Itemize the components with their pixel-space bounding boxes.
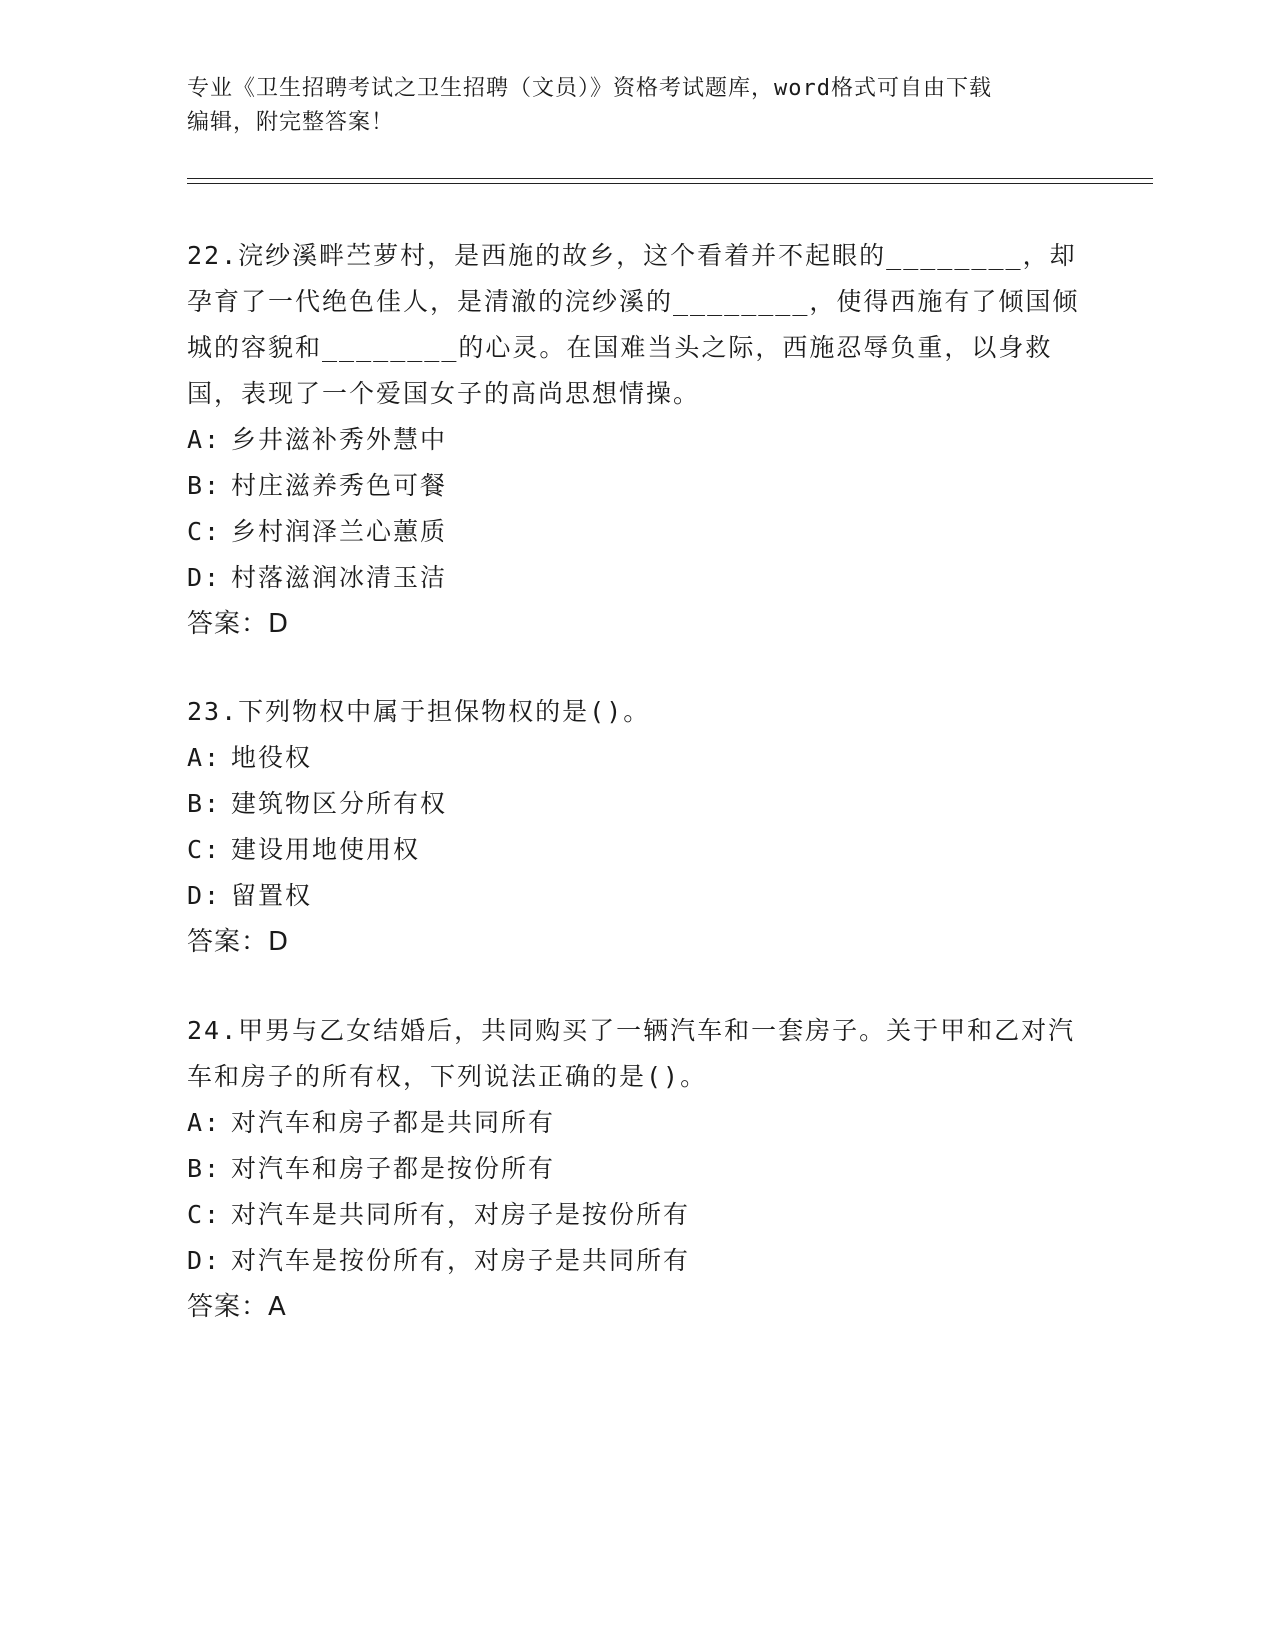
question-stem: 22.浣纱溪畔苎萝村，是西施的故乡，这个看着并不起眼的________，却孕育了一代绝色佳人，是清澈的浣纱溪的________，使得西施有了倾国倾城的容貌和________的心灵。在国难当头之际，西施忍辱负重，以身救国，表现了一个爱国女子的高尚思想情操。 (187, 241, 1080, 408)
option-c (187, 509, 1087, 555)
option-text: 留置权 (231, 881, 313, 910)
question-stem: 23.下列物权中属于担保物权的是()。 (187, 697, 651, 726)
option-c (187, 827, 1087, 873)
option-text: 乡井滋补秀外慧中 (231, 425, 448, 454)
answer-line: 答案：A (187, 1292, 287, 1322)
option-text: 村庄滋养秀色可餐 (231, 471, 448, 500)
header-divider-top (187, 178, 1153, 179)
header-line-1: 专业《卫生招聘考试之卫生招聘（文员）》资格考试题库，word格式可自由下载 (187, 76, 992, 101)
option-d (187, 555, 1087, 601)
answer-line: 答案：D (187, 927, 290, 957)
option-text: 建筑物区分所有权 (231, 789, 448, 818)
question-22 (187, 233, 1087, 647)
option-d (187, 1238, 1087, 1284)
option-b (187, 463, 1087, 509)
question-24 (187, 1008, 1087, 1330)
option-a (187, 1100, 1087, 1146)
option-letter: B: (187, 789, 222, 818)
option-text: 对汽车是按份所有，对房子是共同所有 (231, 1246, 691, 1275)
option-a (187, 735, 1087, 781)
option-b (187, 1146, 1087, 1192)
question-23 (187, 689, 1087, 965)
option-letter: A: (187, 743, 222, 772)
option-letter: C: (187, 1200, 222, 1229)
option-letter: D: (187, 881, 222, 910)
header-divider-bottom (187, 183, 1153, 184)
option-letter: D: (187, 563, 222, 592)
option-c (187, 1192, 1087, 1238)
option-letter: C: (187, 517, 222, 546)
option-text: 地役权 (231, 743, 313, 772)
question-stem: 24.甲男与乙女结婚后，共同购买了一辆汽车和一套房子。关于甲和乙对汽车和房子的所有权，下列说法正确的是()。 (187, 1016, 1076, 1091)
option-letter: C: (187, 835, 222, 864)
option-text: 建设用地使用权 (231, 835, 421, 864)
option-letter: B: (187, 471, 222, 500)
document-header (187, 72, 1087, 140)
option-text: 村落滋润冰清玉洁 (231, 563, 448, 592)
option-text: 对汽车和房子都是按份所有 (231, 1154, 556, 1183)
option-text: 乡村润泽兰心蕙质 (231, 517, 448, 546)
answer-line: 答案：D (187, 609, 290, 639)
option-letter: A: (187, 1108, 222, 1137)
option-text: 对汽车和房子都是共同所有 (231, 1108, 556, 1137)
option-letter: D: (187, 1246, 222, 1275)
option-letter: B: (187, 1154, 222, 1183)
option-text: 对汽车是共同所有，对房子是按份所有 (231, 1200, 691, 1229)
header-line-2: 编辑，附完整答案！ (187, 110, 395, 135)
option-d (187, 873, 1087, 919)
option-a (187, 417, 1087, 463)
option-letter: A: (187, 425, 222, 454)
option-b (187, 781, 1087, 827)
